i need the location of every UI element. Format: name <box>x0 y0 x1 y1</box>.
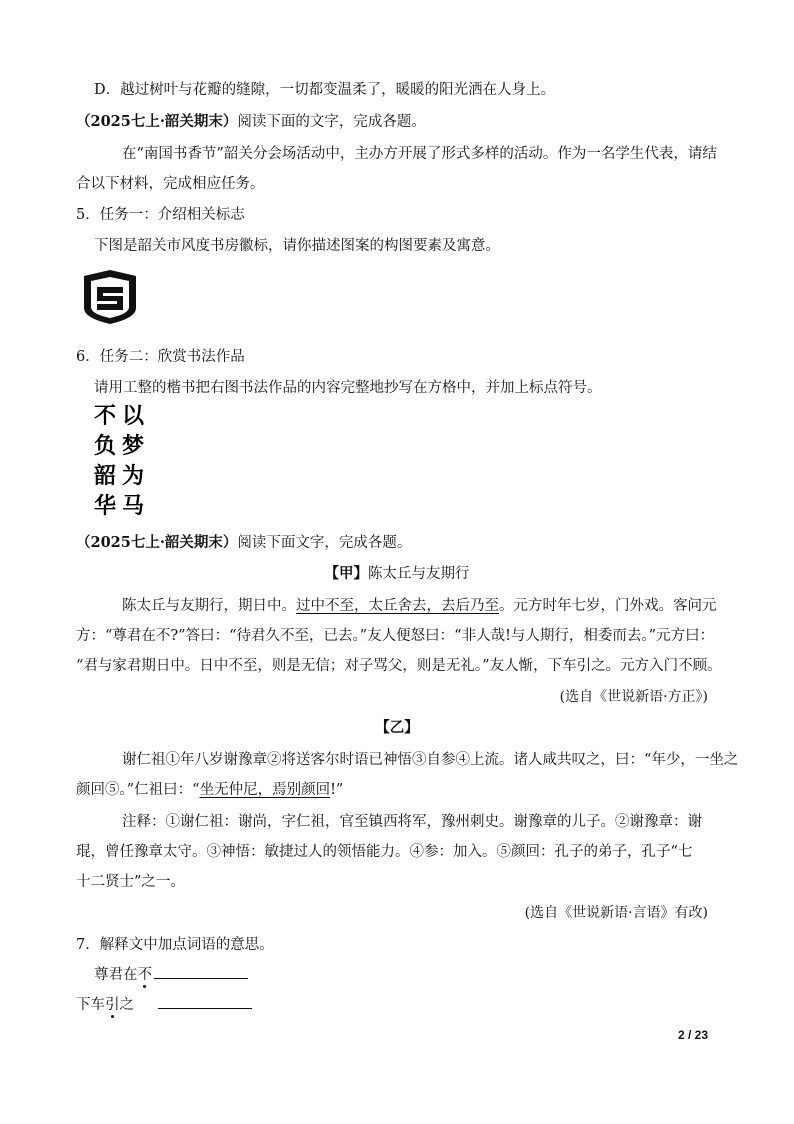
source-note-1: （2025七上·韶关期末）阅读下面的文字，完成各题。 <box>76 113 426 130</box>
q7-item-b: 下车引之 <box>76 994 252 1015</box>
passage-jia-line-3: “君与家君期日中。日中不至，则是无信；对子骂父，则是无礼。”友人惭，下车引之。元方入门不顾。 <box>76 658 722 674</box>
source-note-2: （2025七上·韶关期末）阅读下面文字，完成各题。 <box>76 534 412 551</box>
passage-jia-line-1: 陈太丘与友期行，期日中。过中不至，太丘舍去，去后乃至。元方时年七岁，门外戏。客问元 <box>122 598 717 614</box>
question-7: 7．解释文中加点词语的意思。 <box>76 937 274 953</box>
calligraphy-char: 为 <box>122 463 145 489</box>
notes-line-2: 琨，曾任豫章太守。③神悟：敏捷过人的领悟能力。④参：加入。⑤颜回：孔子的弟子，孔子“七 <box>76 844 693 860</box>
fengdu-shufang-logo-icon <box>80 268 140 326</box>
calligraphy-char: 负 <box>94 433 117 459</box>
source-jia: (选自《世说新语·方正》) <box>559 689 708 705</box>
option-d: D．越过树叶与花瓣的缝隙，一切都变温柔了，暖暖的阳光洒在人身上。 <box>94 82 556 98</box>
calligraphy-char: 马 <box>122 493 145 519</box>
answer-blank[interactable] <box>158 994 252 1009</box>
calligraphy-char: 梦 <box>122 433 145 459</box>
calligraphy-char: 不 <box>94 403 117 429</box>
calligraphy-char: 华 <box>94 493 117 519</box>
source-yi: (选自《世说新语·言语》有改) <box>524 905 708 921</box>
question-6: 6．任务二：欣赏书法作品 <box>76 349 245 365</box>
question-6-desc: 请用工整的楷书把右图书法作品的内容完整地抄写在方格中，并加上标点符号。 <box>94 380 602 396</box>
dotted-word: 不 <box>137 967 152 983</box>
underlined-sentence: 坐无仲尼，焉别颜回 <box>199 782 331 798</box>
q7-item-a: 尊君在不 <box>94 964 248 985</box>
answer-blank[interactable] <box>154 964 248 979</box>
passage-jia-line-2: 方：“尊君在不?”答曰：“待君久不至，已去。”友人便怒曰：“非人哉!与人期行，相委而去。”元方曰： <box>76 628 715 644</box>
intro-line-2: 合以下材料，完成相应任务。 <box>76 176 265 192</box>
underlined-sentence: 过中不至，太丘舍去，去后乃至 <box>296 598 499 614</box>
passage-yi-line-2: 颜回⑤。”仁祖曰：“坐无仲尼，焉别颜回!” <box>76 782 344 798</box>
calligraphy-char: 以 <box>122 403 145 429</box>
calligraphy-char: 韶 <box>94 463 117 489</box>
title-jia: 【甲】陈太丘与友期行 <box>324 565 470 582</box>
intro-line-1: 在“南国书香节”韶关分会场活动中，主办方开展了形式多样的活动。作为一名学生代表，请结 <box>122 146 717 162</box>
page-number: 2 / 23 <box>677 1028 708 1042</box>
notes-line-1: 注释：①谢仁祖：谢尚，字仁祖，官至镇西将军，豫州刺史。谢豫章的儿子。②谢豫章：谢 <box>122 814 702 830</box>
passage-yi-line-1: 谢仁祖①年八岁谢豫章②将送客尔时语已神悟③自参④上流。诸人咸共叹之，曰：“年少，一坐之 <box>122 752 739 768</box>
question-5: 5．任务一：介绍相关标志 <box>76 207 245 223</box>
dotted-word: 引 <box>105 997 120 1013</box>
calligraphy-artwork <box>94 403 154 521</box>
question-5-desc: 下图是韶关市风度书房徽标，请你描述图案的构图要素及寓意。 <box>94 238 500 254</box>
title-yi: 【乙】 <box>375 719 419 736</box>
notes-line-3: 十二贤士”之一。 <box>76 874 185 890</box>
